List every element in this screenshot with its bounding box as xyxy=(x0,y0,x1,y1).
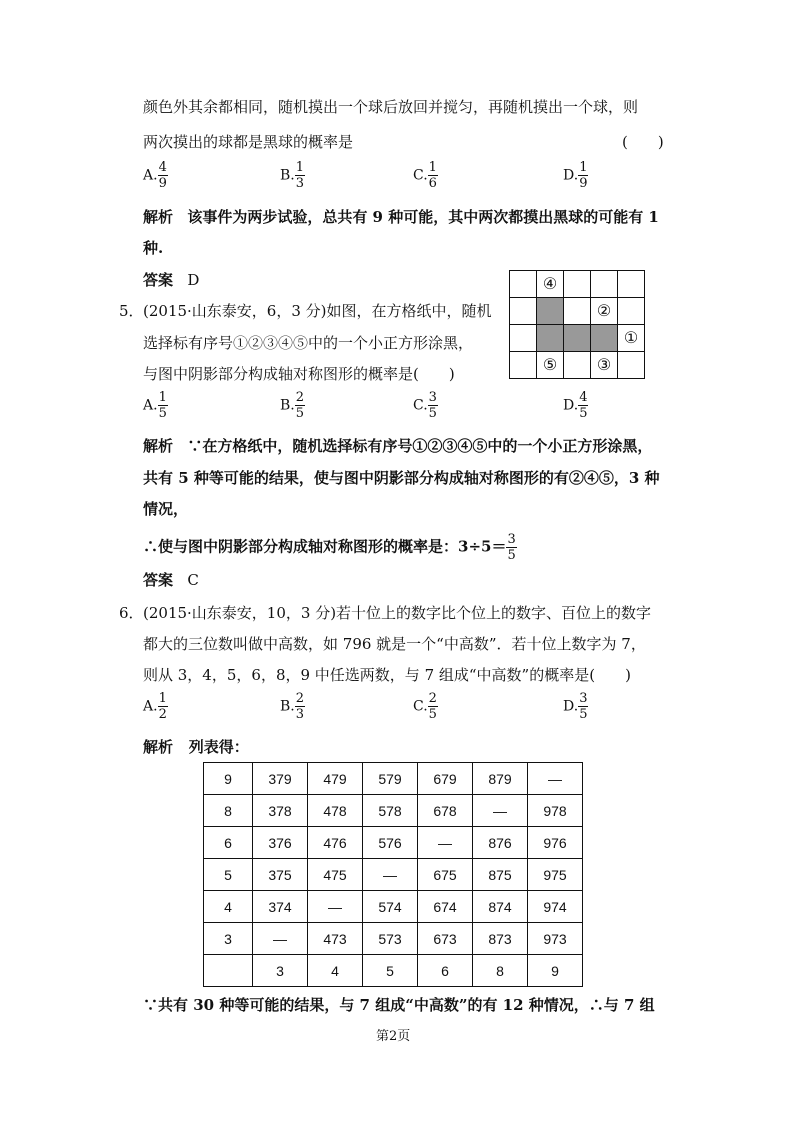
table-cell: 478 xyxy=(308,795,363,827)
q4-option-c: C. $\frac{1}{6}$ xyxy=(413,160,437,191)
table-cell: — xyxy=(418,827,473,859)
q5-stem-line1: (2015·山东泰安，6，3 分)如图，在方格纸中，随机 xyxy=(143,302,492,320)
table-cell: 4 xyxy=(308,955,363,987)
q5-square-grid xyxy=(509,270,645,379)
answer-label: 答案 xyxy=(143,271,174,289)
grid-cell-shaded xyxy=(564,325,591,352)
table-cell: 973 xyxy=(528,923,583,955)
table-cell: 679 xyxy=(418,763,473,795)
q6-option-a: A. $\frac{1}{2}$ xyxy=(143,691,167,722)
grid-cell-shaded xyxy=(537,298,564,325)
q4-option-b: B. $\frac{1}{3}$ xyxy=(280,160,305,191)
grid-cell xyxy=(510,325,537,352)
q5-option-a: A. $\frac{1}{5}$ xyxy=(143,390,167,421)
grid-cell-3: ③ xyxy=(591,352,618,379)
table-cell: 879 xyxy=(473,763,528,795)
q5-stem-line3: 与图中阴影部分构成轴对称图形的概率是( ) xyxy=(143,365,455,383)
table-cell: 578 xyxy=(363,795,418,827)
grid-cell-1: ① xyxy=(618,325,645,352)
table-cell: 573 xyxy=(363,923,418,955)
grid-cell-2: ② xyxy=(591,298,618,325)
table-cell: 9 xyxy=(204,763,253,795)
q4-option-d: D. $\frac{1}{9}$ xyxy=(563,160,588,191)
q5-analysis-line2: 共有 5 种等可能的结果，使与图中阴影部分构成轴对称图形的有②④⑤，3 种 xyxy=(143,469,660,487)
table-cell: — xyxy=(528,763,583,795)
grid-cell xyxy=(510,352,537,379)
analysis-label: 解析 xyxy=(143,437,174,455)
table-cell: 5 xyxy=(204,859,253,891)
table-cell: 3 xyxy=(253,955,308,987)
table-cell: 576 xyxy=(363,827,418,859)
table-cell: 875 xyxy=(473,859,528,891)
table-cell: 9 xyxy=(528,955,583,987)
q5-number: 5． xyxy=(119,302,144,320)
q5-stem-line2: 选择标有序号①②③④⑤中的一个小正方形涂黑， xyxy=(143,334,474,352)
table-cell: 975 xyxy=(528,859,583,891)
q5-analysis-line1: 解析 ∵在方格纸中，随机选择标有序号①②③④⑤中的一个小正方形涂黑， xyxy=(143,437,653,455)
analysis-label: 解析 xyxy=(143,738,174,756)
q5-option-c: C. $\frac{3}{5}$ xyxy=(413,390,437,421)
q5-analysis-line4: ∴使与图中阴影部分构成轴对称图形的概率是：3÷5＝ $\frac{3}{5}$ xyxy=(143,532,516,563)
q4-option-a: A. $\frac{4}{9}$ xyxy=(143,160,167,191)
q6-number: 6． xyxy=(119,604,144,622)
table-cell: 4 xyxy=(204,891,253,923)
q6-number-table xyxy=(203,762,583,987)
grid-cell xyxy=(618,271,645,298)
table-cell xyxy=(204,955,253,987)
table-cell: 8 xyxy=(473,955,528,987)
table-cell: — xyxy=(253,923,308,955)
table-cell: 476 xyxy=(308,827,363,859)
q6-stem-line2: 都大的三位数叫做中高数，如 796 就是一个“中高数”．若十位上数字为 7， xyxy=(143,635,646,653)
table-cell: 379 xyxy=(253,763,308,795)
table-cell: 574 xyxy=(363,891,418,923)
table-cell: 378 xyxy=(253,795,308,827)
table-cell: 876 xyxy=(473,827,528,859)
table-cell: 5 xyxy=(363,955,418,987)
grid-cell xyxy=(564,298,591,325)
table-cell: 675 xyxy=(418,859,473,891)
table-cell: — xyxy=(308,891,363,923)
table-cell: — xyxy=(473,795,528,827)
table-cell: 6 xyxy=(418,955,473,987)
q6-stem-line1: (2015·山东泰安，10，3 分)若十位上的数字比个位上的数字、百位上的数字 xyxy=(143,604,652,622)
answer-value: C xyxy=(187,571,199,589)
q6-option-b: B. $\frac{2}{3}$ xyxy=(280,691,305,722)
q4-answer xyxy=(143,270,199,290)
table-cell: 376 xyxy=(253,827,308,859)
table-cell: 874 xyxy=(473,891,528,923)
q6-analysis: 解析 列表得： xyxy=(143,738,249,756)
table-cell: 978 xyxy=(528,795,583,827)
page-footer: 第2页 xyxy=(376,1029,411,1044)
q4-stem-line1: 颜色外其余都相同，随机摸出一个球后放回并搅匀，再随机摸出一个球，则 xyxy=(143,98,639,116)
q4-analysis-line2: 种. xyxy=(143,239,164,257)
analysis-label: 解析 xyxy=(143,208,174,226)
table-cell: 473 xyxy=(308,923,363,955)
grid-cell-shaded xyxy=(591,325,618,352)
table-cell: 974 xyxy=(528,891,583,923)
q5-analysis-line3: 情况， xyxy=(143,500,189,518)
grid-cell xyxy=(618,298,645,325)
table-cell: 674 xyxy=(418,891,473,923)
q5-option-b: B. $\frac{2}{5}$ xyxy=(280,390,305,421)
grid-cell xyxy=(510,271,537,298)
table-cell: 678 xyxy=(418,795,473,827)
grid-cell xyxy=(591,271,618,298)
q6-stem-line3: 则从 3，4，5，6，8，9 中任选两数，与 7 组成“中高数”的概率是( ) xyxy=(143,666,631,684)
table-cell: 673 xyxy=(418,923,473,955)
grid-cell xyxy=(510,298,537,325)
table-cell: 579 xyxy=(363,763,418,795)
table-cell: 479 xyxy=(308,763,363,795)
table-cell: 374 xyxy=(253,891,308,923)
table-cell: 375 xyxy=(253,859,308,891)
answer-label: 答案 xyxy=(143,571,174,589)
table-cell: 475 xyxy=(308,859,363,891)
q4-analysis-line1: 解析 该事件为两步试验，总共有 9 种可能，其中两次都摸出黑球的可能有 1 xyxy=(143,208,659,226)
q4-answer-paren: ( ) xyxy=(622,133,664,151)
q5-option-d: D. $\frac{4}{5}$ xyxy=(563,390,588,421)
grid-cell xyxy=(564,271,591,298)
grid-cell-4: ④ xyxy=(537,271,564,298)
table-cell: 976 xyxy=(528,827,583,859)
grid-cell-5: ⑤ xyxy=(537,352,564,379)
table-cell: 3 xyxy=(204,923,253,955)
q4-stem-line2: 两次摸出的球都是黑球的概率是 xyxy=(143,133,354,151)
q5-answer xyxy=(143,570,199,590)
table-cell: 873 xyxy=(473,923,528,955)
q6-option-c: C. $\frac{2}{5}$ xyxy=(413,691,437,722)
q6-conclusion: ∵共有 30 种等可能的结果，与 7 组成“中高数”的有 12 种情况，∴与 7 组 xyxy=(143,996,655,1014)
table-cell: 6 xyxy=(204,827,253,859)
grid-cell xyxy=(618,352,645,379)
answer-value: D xyxy=(187,271,200,289)
table-cell: 8 xyxy=(204,795,253,827)
grid-cell-shaded xyxy=(537,325,564,352)
grid-cell xyxy=(564,352,591,379)
q6-option-d: D. $\frac{3}{5}$ xyxy=(563,691,588,722)
table-cell: — xyxy=(363,859,418,891)
